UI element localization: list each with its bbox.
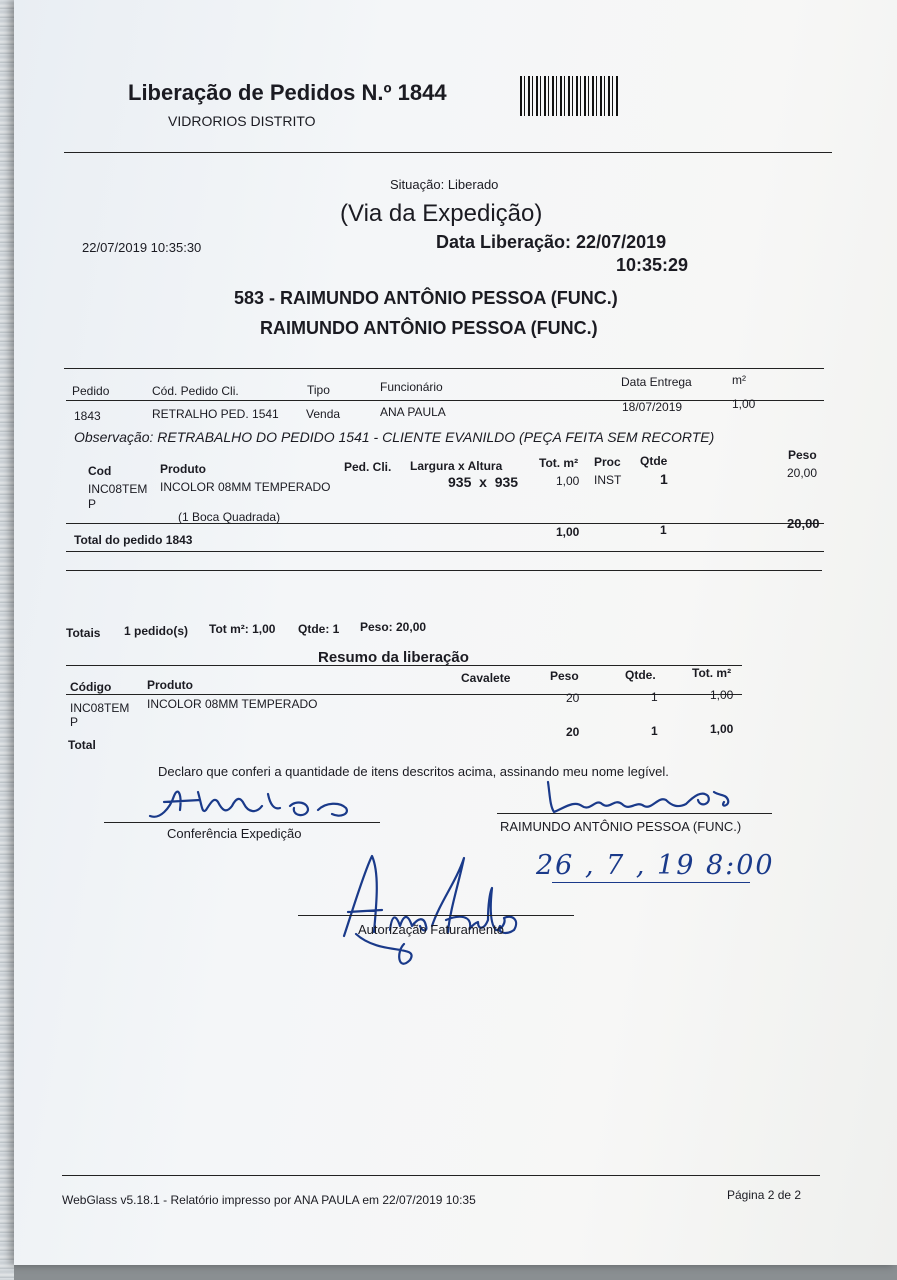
- resumo-qtde: 1: [651, 690, 658, 704]
- order-pedido: 1843: [74, 409, 101, 423]
- barcode: [520, 76, 620, 116]
- item-col-peso: Peso: [788, 448, 817, 462]
- resumo-total-label: Total: [68, 738, 96, 752]
- resumo-header-rule: [66, 694, 742, 695]
- item-tot-m2: 1,00: [556, 474, 580, 488]
- totals-peso: Peso: 20,00: [360, 620, 427, 634]
- resumo-tot-m2: 1,00: [710, 688, 734, 702]
- order-end-rule: [66, 570, 822, 571]
- resumo-top-rule: [66, 665, 742, 666]
- order-top-rule: [64, 368, 824, 369]
- declaration-text: Declaro que conferi a quantidade de itens descritos acima, assinando meu nome legível.: [158, 764, 669, 779]
- order-funcionario: ANA PAULA: [380, 405, 446, 419]
- client-line-2: RAIMUNDO ANTÔNIO PESSOA (FUNC.): [260, 318, 598, 338]
- order-total-peso: 20,00: [787, 516, 820, 531]
- totals-qtde: Qtde: 1: [298, 622, 340, 636]
- col-m2: m²: [732, 373, 746, 387]
- header-rule: [64, 152, 832, 153]
- order-cod-pedido-cli: RETRALHO PED. 1541: [152, 407, 279, 421]
- col-funcionario: Funcionário: [380, 380, 443, 394]
- client-name-label: RAIMUNDO ANTÔNIO PESSOA (FUNC.): [500, 819, 742, 834]
- document-title: Liberação de Pedidos N.º 1844: [128, 80, 447, 105]
- resumo-col-codigo: Código: [70, 680, 112, 694]
- data-liberacao-time: 10:35:29: [616, 255, 689, 275]
- item-col-proc: Proc: [594, 455, 621, 469]
- item-col-qtde: Qtde: [640, 454, 668, 468]
- client-line-1: 583 - RAIMUNDO ANTÔNIO PESSOA (FUNC.): [234, 288, 618, 308]
- item-qtde: 1: [660, 471, 668, 487]
- item-cod-line-2: P: [88, 497, 97, 511]
- item-col-produto: Produto: [160, 462, 206, 476]
- item-col-cod: Cod: [88, 464, 112, 478]
- order-tipo: Venda: [306, 407, 341, 421]
- resumo-col-qtde: Qtde.: [625, 668, 656, 682]
- conferencia-line: [104, 822, 380, 823]
- resumo-peso: 20: [566, 691, 580, 705]
- footer-report-info: WebGlass v5.18.1 - Relatório impresso por ANA PAULA em 22/07/2019 10:35: [62, 1193, 476, 1207]
- footer-rule: [62, 1175, 820, 1176]
- totals-tot-m2: Tot m²: 1,00: [209, 622, 276, 636]
- print-datetime: 22/07/2019 10:35:30: [82, 240, 202, 255]
- col-data-entrega: Data Entrega: [621, 375, 692, 389]
- data-liberacao: Data Liberação: 22/07/2019: [436, 232, 667, 252]
- col-tipo: Tipo: [307, 383, 330, 397]
- resumo-col-tot-m2: Tot. m²: [692, 666, 732, 680]
- handwritten-date: 26 , 7 , 19 8:00: [536, 850, 775, 881]
- order-data-entrega: 18/07/2019: [622, 400, 683, 414]
- item-peso: 20,00: [787, 466, 818, 480]
- company-name: VIDRORIOS DISTRITO: [168, 113, 316, 129]
- status-situacao: Situação: Liberado: [390, 177, 499, 192]
- autorizacao-line: [298, 915, 574, 916]
- order-total-qtde: 1: [660, 523, 667, 537]
- totals-label: Totais: [66, 626, 101, 640]
- item-cod-line-1: INC08TEM: [88, 482, 148, 496]
- client-signature-line: [497, 813, 772, 814]
- autorizacao-label: Autorização Faturamento: [358, 922, 504, 937]
- client-signature: [540, 778, 740, 818]
- col-pedido: Pedido: [72, 384, 110, 398]
- resumo-col-produto: Produto: [147, 678, 193, 692]
- order-total-label: Total do pedido 1843: [74, 533, 193, 547]
- item-dims: 935 x 935: [448, 474, 519, 490]
- item-proc: INST: [594, 473, 622, 487]
- item-detail: (1 Boca Quadrada): [178, 510, 281, 524]
- resumo-col-peso: Peso: [550, 669, 579, 683]
- totals-pedidos: 1 pedido(s): [124, 624, 189, 638]
- resumo-total-qtde: 1: [651, 724, 658, 738]
- handwritten-date-underline: [552, 882, 750, 883]
- col-cod-pedido-cli: Cód. Pedido Cli.: [152, 384, 239, 398]
- order-total-rule: [66, 523, 824, 524]
- item-col-tot-m2: Tot. m²: [539, 456, 579, 470]
- observacao: Observação: RETRABALHO DO PEDIDO 1541 - CLIENTE EVANILDO (PEÇA FEITA SEM RECORTE): [74, 429, 715, 445]
- item-col-ped-cli: Ped. Cli.: [344, 460, 392, 474]
- order-total-m2: 1,00: [556, 525, 580, 539]
- item-produto: INCOLOR 08MM TEMPERADO: [160, 480, 331, 494]
- resumo-codigo-line-2: P: [70, 715, 79, 729]
- resumo-total-tot-m2: 1,00: [710, 722, 734, 736]
- resumo-title: Resumo da liberação: [318, 649, 469, 666]
- order-bottom-rule: [66, 551, 824, 552]
- footer-page-number: Página 2 de 2: [727, 1188, 802, 1202]
- autorizacao-signature: [300, 852, 530, 972]
- resumo-codigo-line-1: INC08TEM: [70, 701, 130, 715]
- conferencia-label: Conferência Expedição: [167, 826, 302, 841]
- binder-edge: [0, 0, 14, 1280]
- resumo-produto: INCOLOR 08MM TEMPERADO: [147, 697, 318, 711]
- item-col-largura-altura: Largura x Altura: [410, 459, 503, 473]
- resumo-total-peso: 20: [566, 725, 580, 739]
- order-header-rule: [66, 400, 824, 401]
- via-label: (Via da Expedição): [340, 200, 543, 227]
- order-m2: 1,00: [732, 397, 756, 411]
- resumo-col-cavalete: Cavalete: [461, 671, 511, 685]
